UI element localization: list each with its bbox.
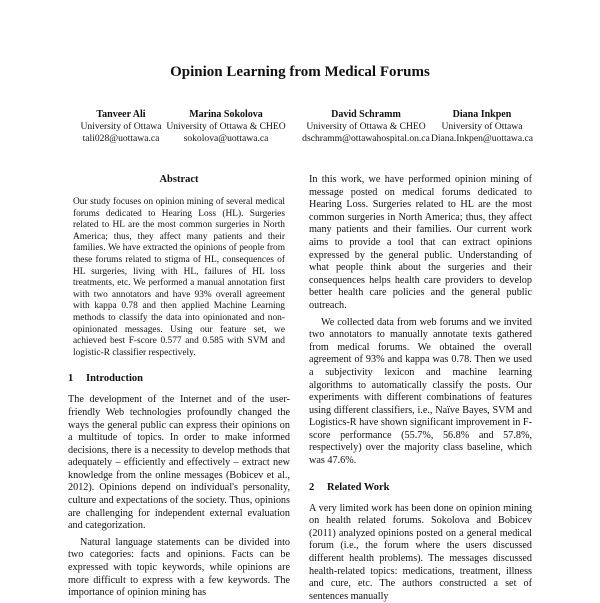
author-email: tali028@uottawa.ca [82,133,160,144]
author-block [66,109,538,149]
author-name: Marina Sokolova [189,109,263,120]
author-affiliation: University of Ottawa & CHEO [166,121,286,132]
left-column [68,174,290,600]
paragraph: The development of the Internet and of the user-friendly Web technologies profoundly changed the ways the general public can express their opinions on a multitude of topics. In order to make informed decisions, there is a necessity to develop methods that adequately – efficiently and effectively – extract new knowledge from the online messages (Bobicev et al., 2012). Opinions depend on individual's personality, culture and expectations of the society. Thus, opinions are challenging for independent external evaluation and categorization. [68,394,290,532]
author-2 [161,109,291,145]
section-number: 2 [309,481,315,493]
paragraph: We collected data from web forums and we invited two annotators to manually annotate texts gathered from medical forums. We obtained the overall agreement of 93% and kappa was 0.78. Then we used a subjectivity lexicon and machine learning algorithms to automatically classify the posts. Our experiments with different combinations of features using different classifiers, i.e., Naïve Bayes, SVM and Logistics-R have shown significant improvement in F-score performance (55.7%, 56.8% and 57.8%, respectively) over the majority class baseline, which was 47.6%. [309,316,532,467]
section-heading-introduction [68,373,290,384]
paragraph: A very limited work has been done on opinion mining on health related forums. Sokolova and Bobicev (2011) analyzed opinions posted on a general medical forum (i.e., the forum where the users discussed different health problems). The messages discussed health-related topics: medications, treatment, illness and cure, etc. The authors constructed a set of sentences manually [309,502,532,602]
author-email: dschramm@ottawahospital.on.ca [302,133,430,144]
section-heading-related-work [309,482,532,493]
author-affiliation: University of Ottawa [441,121,523,132]
section-title: Introduction [86,373,143,385]
author-1 [66,109,176,145]
author-name: Tanveer Ali [96,109,146,120]
author-email: Diana.Inkpen@uottawa.ca [430,133,534,144]
paragraph: In this work, we have performed opinion mining of message posted on medical forums dedicated to Hearing Loss. Surgeries related to HL are the most common surgeries in North America; thus, they affect many patients and their families. Our current work aims to provide a tool that can extract opinions expressed by the general public. Understanding of what people think about the surgeries and their consequences helps health care providers to develop better health care policies and the general public outreach. [309,174,532,311]
section-number: 1 [68,373,74,385]
author-name: David Schramm [331,109,401,120]
author-email: sokolova@uottawa.ca [183,133,269,144]
paragraph: Natural language statements can be divided into two categories: facts and opinions. Facts can be expressed with topic keywords, while opinions are more difficult to express with a few keywords. The importance of opinion mining has [68,536,290,599]
right-column [309,174,532,603]
paper-title: Opinion Learning from Medical Forums [170,64,430,80]
author-3 [291,109,441,145]
author-affiliation: University of Ottawa & CHEO [306,121,426,132]
section-title: Related Work [327,481,390,493]
author-affiliation: University of Ottawa [80,121,162,132]
author-4 [426,109,538,145]
author-name: Diana Inkpen [452,109,512,120]
abstract-heading: Abstract [159,174,199,185]
abstract-text: Our study focuses on opinion mining of several medical forums dedicated to Hearing Loss (HL). Surgeries related to HL are the most common surgeries in North America; thus, they affect many patients and their families. We have extracted the opinions of people from these forums related to stigma of HL, consequences of HL surgeries, living with HL, failures of HL loss treatments, etc. We performed a manual annotation first with two annotators and have 93% overall agreement with kappa 0.78 and then applied Machine Learning methods to classify the data into opinionated and non-opinionated messages. Using our feature set, we achieved best F-score 0.577 and 0.585 with SVM and logistic-R classifier respectively. [73,197,285,358]
